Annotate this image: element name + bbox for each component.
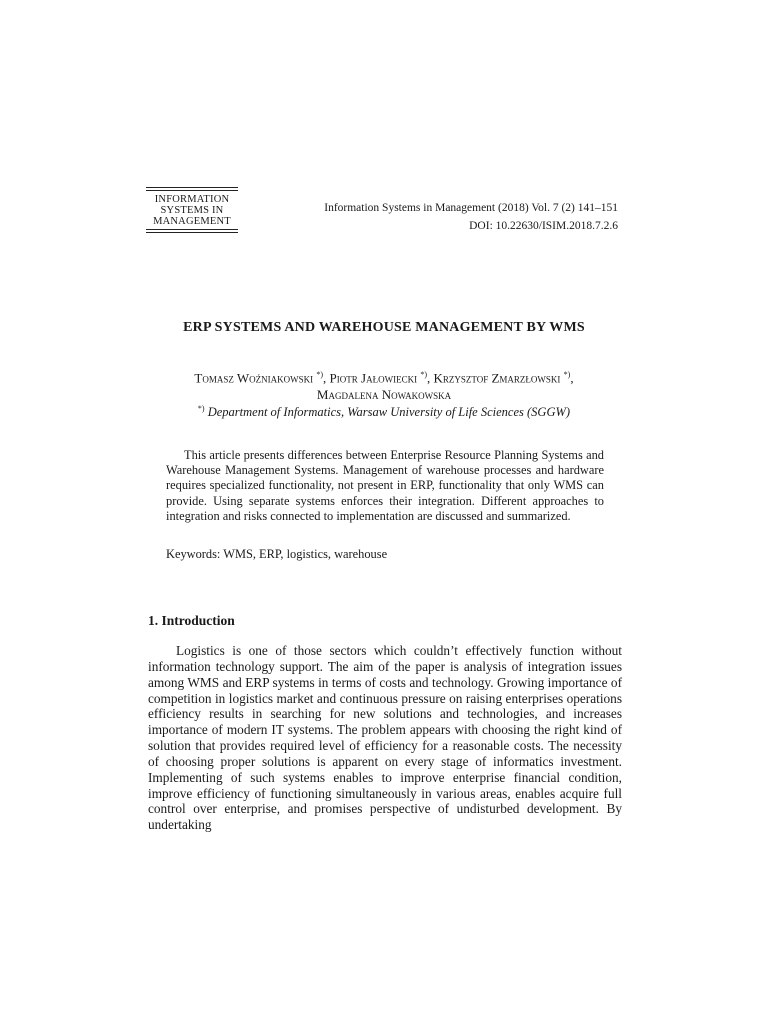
affiliation-text: Department of Informatics, Warsaw University of Life Sciences (SGGW) (207, 405, 571, 420)
logo-line-2: SYSTEMS IN (160, 205, 224, 216)
abstract: This article presents differences between Enterprise Resource Planning Systems and Warehouse Management Systems. Management of warehouse processes and hardware requires specialized functionality, not present in ERP, functionality that only WMS can provide. Using separate systems enforces their integration. Different approaches to integration and risks connected to implementation are discussed and summarized. (166, 448, 604, 523)
author-name: Magdalena Nowakowska (316, 387, 452, 403)
intro-paragraph: Logistics is one of those sectors which couldn’t effectively function without information technology support. The aim of the paper is analysis of integration issues among WMS and ERP systems in terms of costs and technology. Growing importance of competition in logistics market and continuous pressure on raising enterprises operations efficiency results in searching for new solutions and technologies, and increases importance of modern IT systems. The problem appears with choosing the right kind of solution that provides required level of efficiency for a reasonable costs. The necessity of choosing proper solutions is apparent on every stage of informatics investment. Implementing of such systems enables to improve enterprise financial condition, improve efficiency of functioning simultaneously in various areas, enables acquire full control over enterprise, and promises perspective of undisturbed development. By undertaking (148, 643, 622, 833)
author-affiliation-mark: *) (316, 370, 324, 379)
author-name: Piotr Jałowiecki (329, 370, 418, 386)
logo-line-1: INFORMATION (154, 194, 230, 205)
journal-logo (146, 187, 238, 233)
logo-line-3: MANAGEMENT (153, 216, 231, 227)
author-name: Krzysztof Zmarzłowski (433, 370, 561, 386)
logo-bottom-rule (146, 229, 238, 233)
author-affiliation-mark: *) (563, 370, 571, 379)
doi: DOI: 10.22630/ISIM.2018.7.2.6 (469, 220, 618, 232)
affiliation-mark: *) (197, 404, 205, 413)
keywords: Keywords: WMS, ERP, logistics, warehouse (166, 547, 388, 561)
author-name: Tomasz Woźniakowski (194, 370, 314, 386)
author-affiliation-mark: *) (420, 370, 427, 379)
journal-citation: Information Systems in Management (2018) Vol. 7 (2) 141–151 (324, 202, 618, 214)
logo-text (146, 191, 238, 229)
author-list: Tomasz Woźniakowski *), Piotr Jałowiecki *), Krzysztof Zmarzłowski *), Magdalena Nowakowska (194, 370, 574, 403)
section-heading: 1. Introduction (148, 613, 235, 628)
paper-title: ERP SYSTEMS AND WAREHOUSE MANAGEMENT BY WMS (183, 320, 585, 335)
affiliation (148, 404, 620, 420)
